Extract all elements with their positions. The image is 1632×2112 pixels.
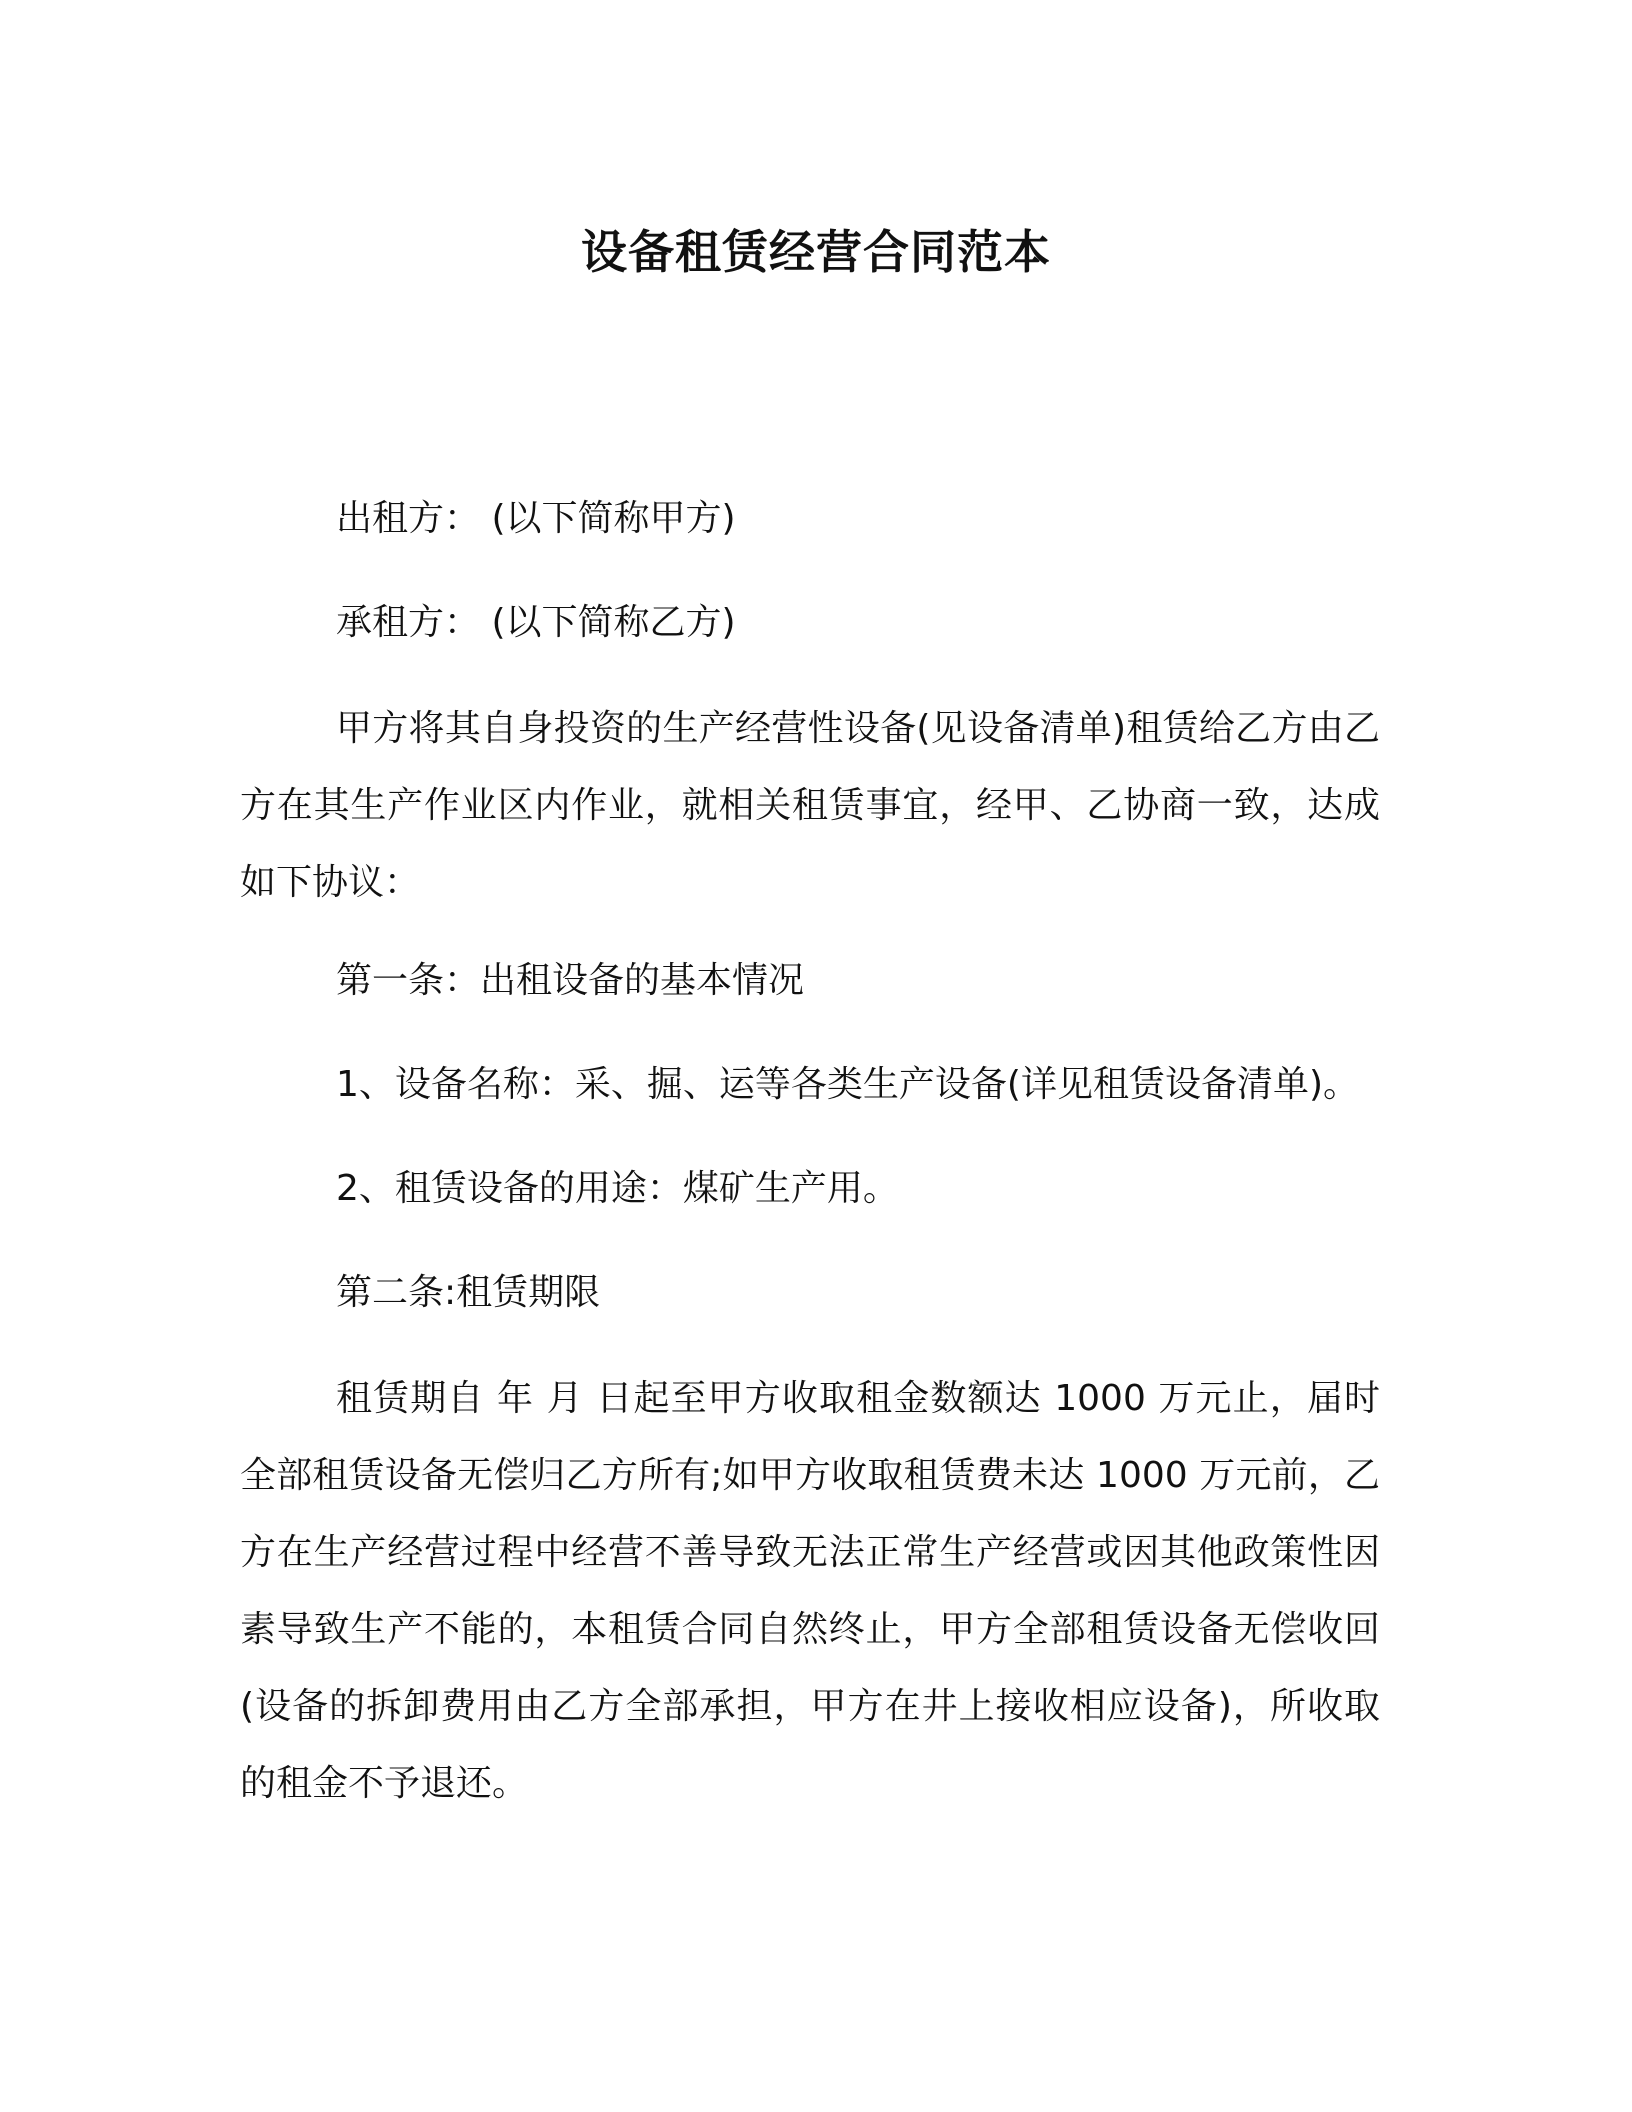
lessor-line: 出租方： (以下简称甲方) (336, 498, 736, 539)
article-2-heading: 第二条:租赁期限 (336, 1272, 601, 1313)
article-1-heading: 第一条：出租设备的基本情况 (336, 960, 805, 1001)
article-1-item-1: 1、设备名称：采、掘、运等各类生产设备(详见租赁设备清单)。 (336, 1064, 1359, 1105)
document-title: 设备租赁经营合同范本 (581, 225, 1051, 279)
article-2-paragraph: 租赁期自 年 月 日起至甲方收取租金数额达 1000 万元止，届时全部租赁设备无偿归乙方所有;如甲方收取租赁费未达 1000 万元前，乙方在生产经营过程中经营不善导致无法正常生产经营或因其他政策性因素导致生产不能的，本租赁合同自然终止，甲方全部租赁设备无偿收回(设备的拆卸费用由乙方全部承担，甲方在井上接收相应设备)，所收取的租金不予退还。 (240, 1378, 1380, 1804)
article-1-item-2: 2、租赁设备的用途：煤矿生产用。 (336, 1168, 899, 1209)
intro-paragraph: 甲方将其自身投资的生产经营性设备(见设备清单)租赁给乙方由乙方在其生产作业区内作业，就相关租赁事宜，经甲、乙协商一致，达成如下协议： (240, 708, 1380, 903)
lessee-line: 承租方： (以下简称乙方) (336, 602, 736, 643)
